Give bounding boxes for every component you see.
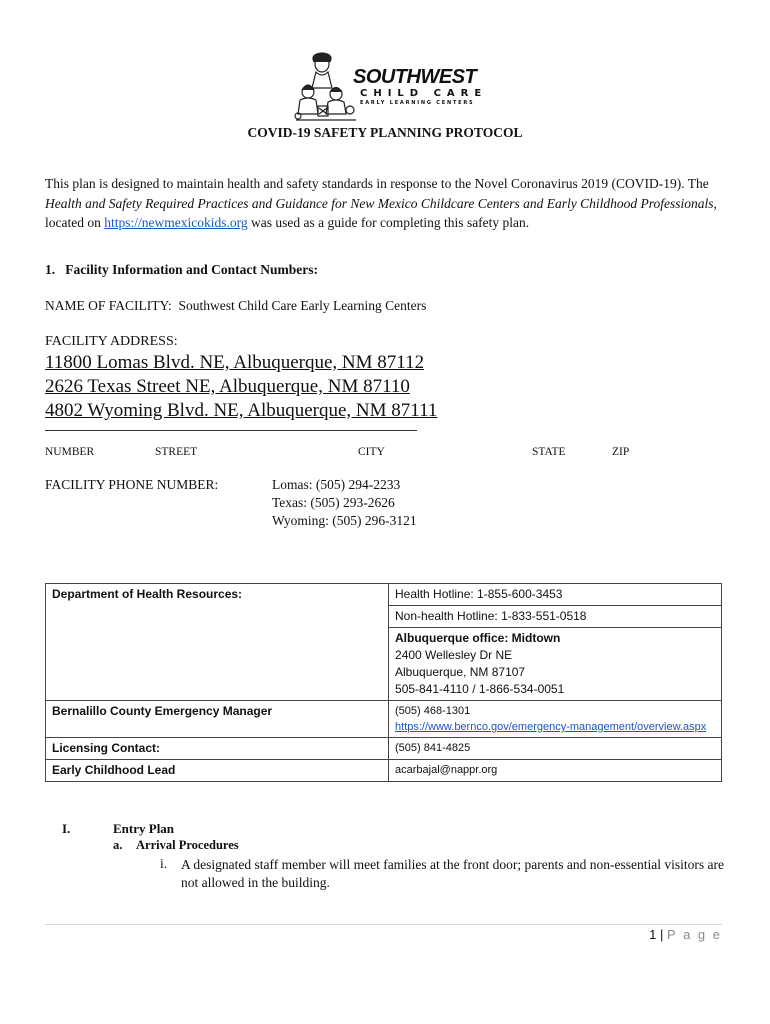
licensing-label: Licensing Contact: [46,738,389,760]
doh-office-title: Albuquerque office: Midtown [395,631,561,645]
intro-text-2: , located on [45,195,717,230]
document-title: COVID-19 SAFETY PLANNING PROTOCOL [247,125,523,140]
doh-office-street: 2400 Wellesley Dr NE [395,648,513,662]
doh-office-phone: 505-841-4110 / 1-866-534-0051 [395,682,565,696]
page-word: P a g e [667,927,722,942]
early-childhood-lead-email: acarbajal@nappr.org [389,760,722,782]
facility-phone-label: FACILITY PHONE NUMBER: [45,477,219,492]
table-row [46,701,722,738]
doh-label: Department of Health Resources: [46,584,389,701]
page-footer [0,927,722,942]
facility-address-label: FACILITY ADDRESS: [45,334,178,349]
intro-paragraph [45,174,725,233]
arrival-procedures-heading: Arrival Procedures [136,838,239,852]
address-wyoming: 4802 Wyoming Blvd. NE, Albuquerque, NM 87111 [45,400,438,421]
table-row [46,738,722,760]
column-label-state: STATE [532,446,566,458]
address-lomas: 11800 Lomas Blvd. NE, Albuquerque, NM 87112 [45,352,425,373]
bernalillo-label: Bernalillo County Emergency Manager [46,701,389,738]
phone-wyoming: Wyoming: (505) 296-3121 [272,513,417,528]
phone-texas: Texas: (505) 293-2626 [272,495,395,510]
facility-name-value: Southwest Child Care Early Learning Centers [178,298,427,313]
licensing-phone: (505) 841-4825 [389,738,722,760]
column-label-street: STREET [155,446,198,458]
doh-health-hotline: Health Hotline: 1-855-600-3453 [389,584,722,606]
arrival-procedures-letter: a. [113,838,123,852]
resources-table [45,583,722,782]
column-label-zip: ZIP [612,446,630,458]
footer-rule [45,924,722,925]
page-separator: | [660,927,664,942]
column-label-number: NUMBER [45,446,95,458]
newmexicokids-link[interactable]: https://newmexicokids.org [104,215,248,230]
bernco-emergency-link[interactable]: https://www.bernco.gov/emergency-management/overview.aspx [395,721,707,733]
logo-subtitle: CHILD CARE [360,88,488,99]
doh-nonhealth-hotline: Non-health Hotline: 1-833-551-0518 [389,606,722,628]
bernalillo-phone: (505) 468-1301 [395,705,471,717]
doh-office [389,628,722,701]
table-row [46,584,722,606]
facility-name-label: NAME OF FACILITY: [45,298,172,313]
address-underline-rule [45,430,417,431]
arrival-step-text: A designated staff member will meet families at the front door; parents and non-essential visitors are not allowed in the building. [181,857,724,890]
logo-tagline: EARLY LEARNING CENTERS [360,100,475,106]
facility-name [45,298,426,314]
arrival-step-numeral: i. [160,856,168,871]
doh-office-city: Albuquerque, NM 87107 [395,665,526,679]
entry-plan-numeral: I. [62,821,71,836]
column-label-city: CITY [358,446,385,458]
guidance-title: Health and Safety Required Practices and Guidance for New Mexico Childcare Centers and Early Childhood Professionals [45,195,714,211]
table-row [46,760,722,782]
entry-plan-heading: Entry Plan [113,821,175,836]
phone-lomas: Lomas: (505) 294-2233 [272,477,401,492]
address-texas: 2626 Texas Street NE, Albuquerque, NM 87110 [45,376,410,397]
children-illustration-icon [292,52,362,124]
bernalillo-contact [389,701,722,738]
intro-text-3: was used as a guide for completing this safety plan. [247,215,530,230]
section-heading-facility-info: 1. Facility Information and Contact Numbers: [45,262,318,277]
early-childhood-lead-label: Early Childhood Lead [46,760,389,782]
page-number: 1 [649,927,657,942]
intro-text-1: This plan is designed to maintain health and safety standards in response to the Novel Coronavirus 2019 (COVID-19). The [45,176,709,191]
logo-wordmark: SOUTHWEST [353,66,477,88]
